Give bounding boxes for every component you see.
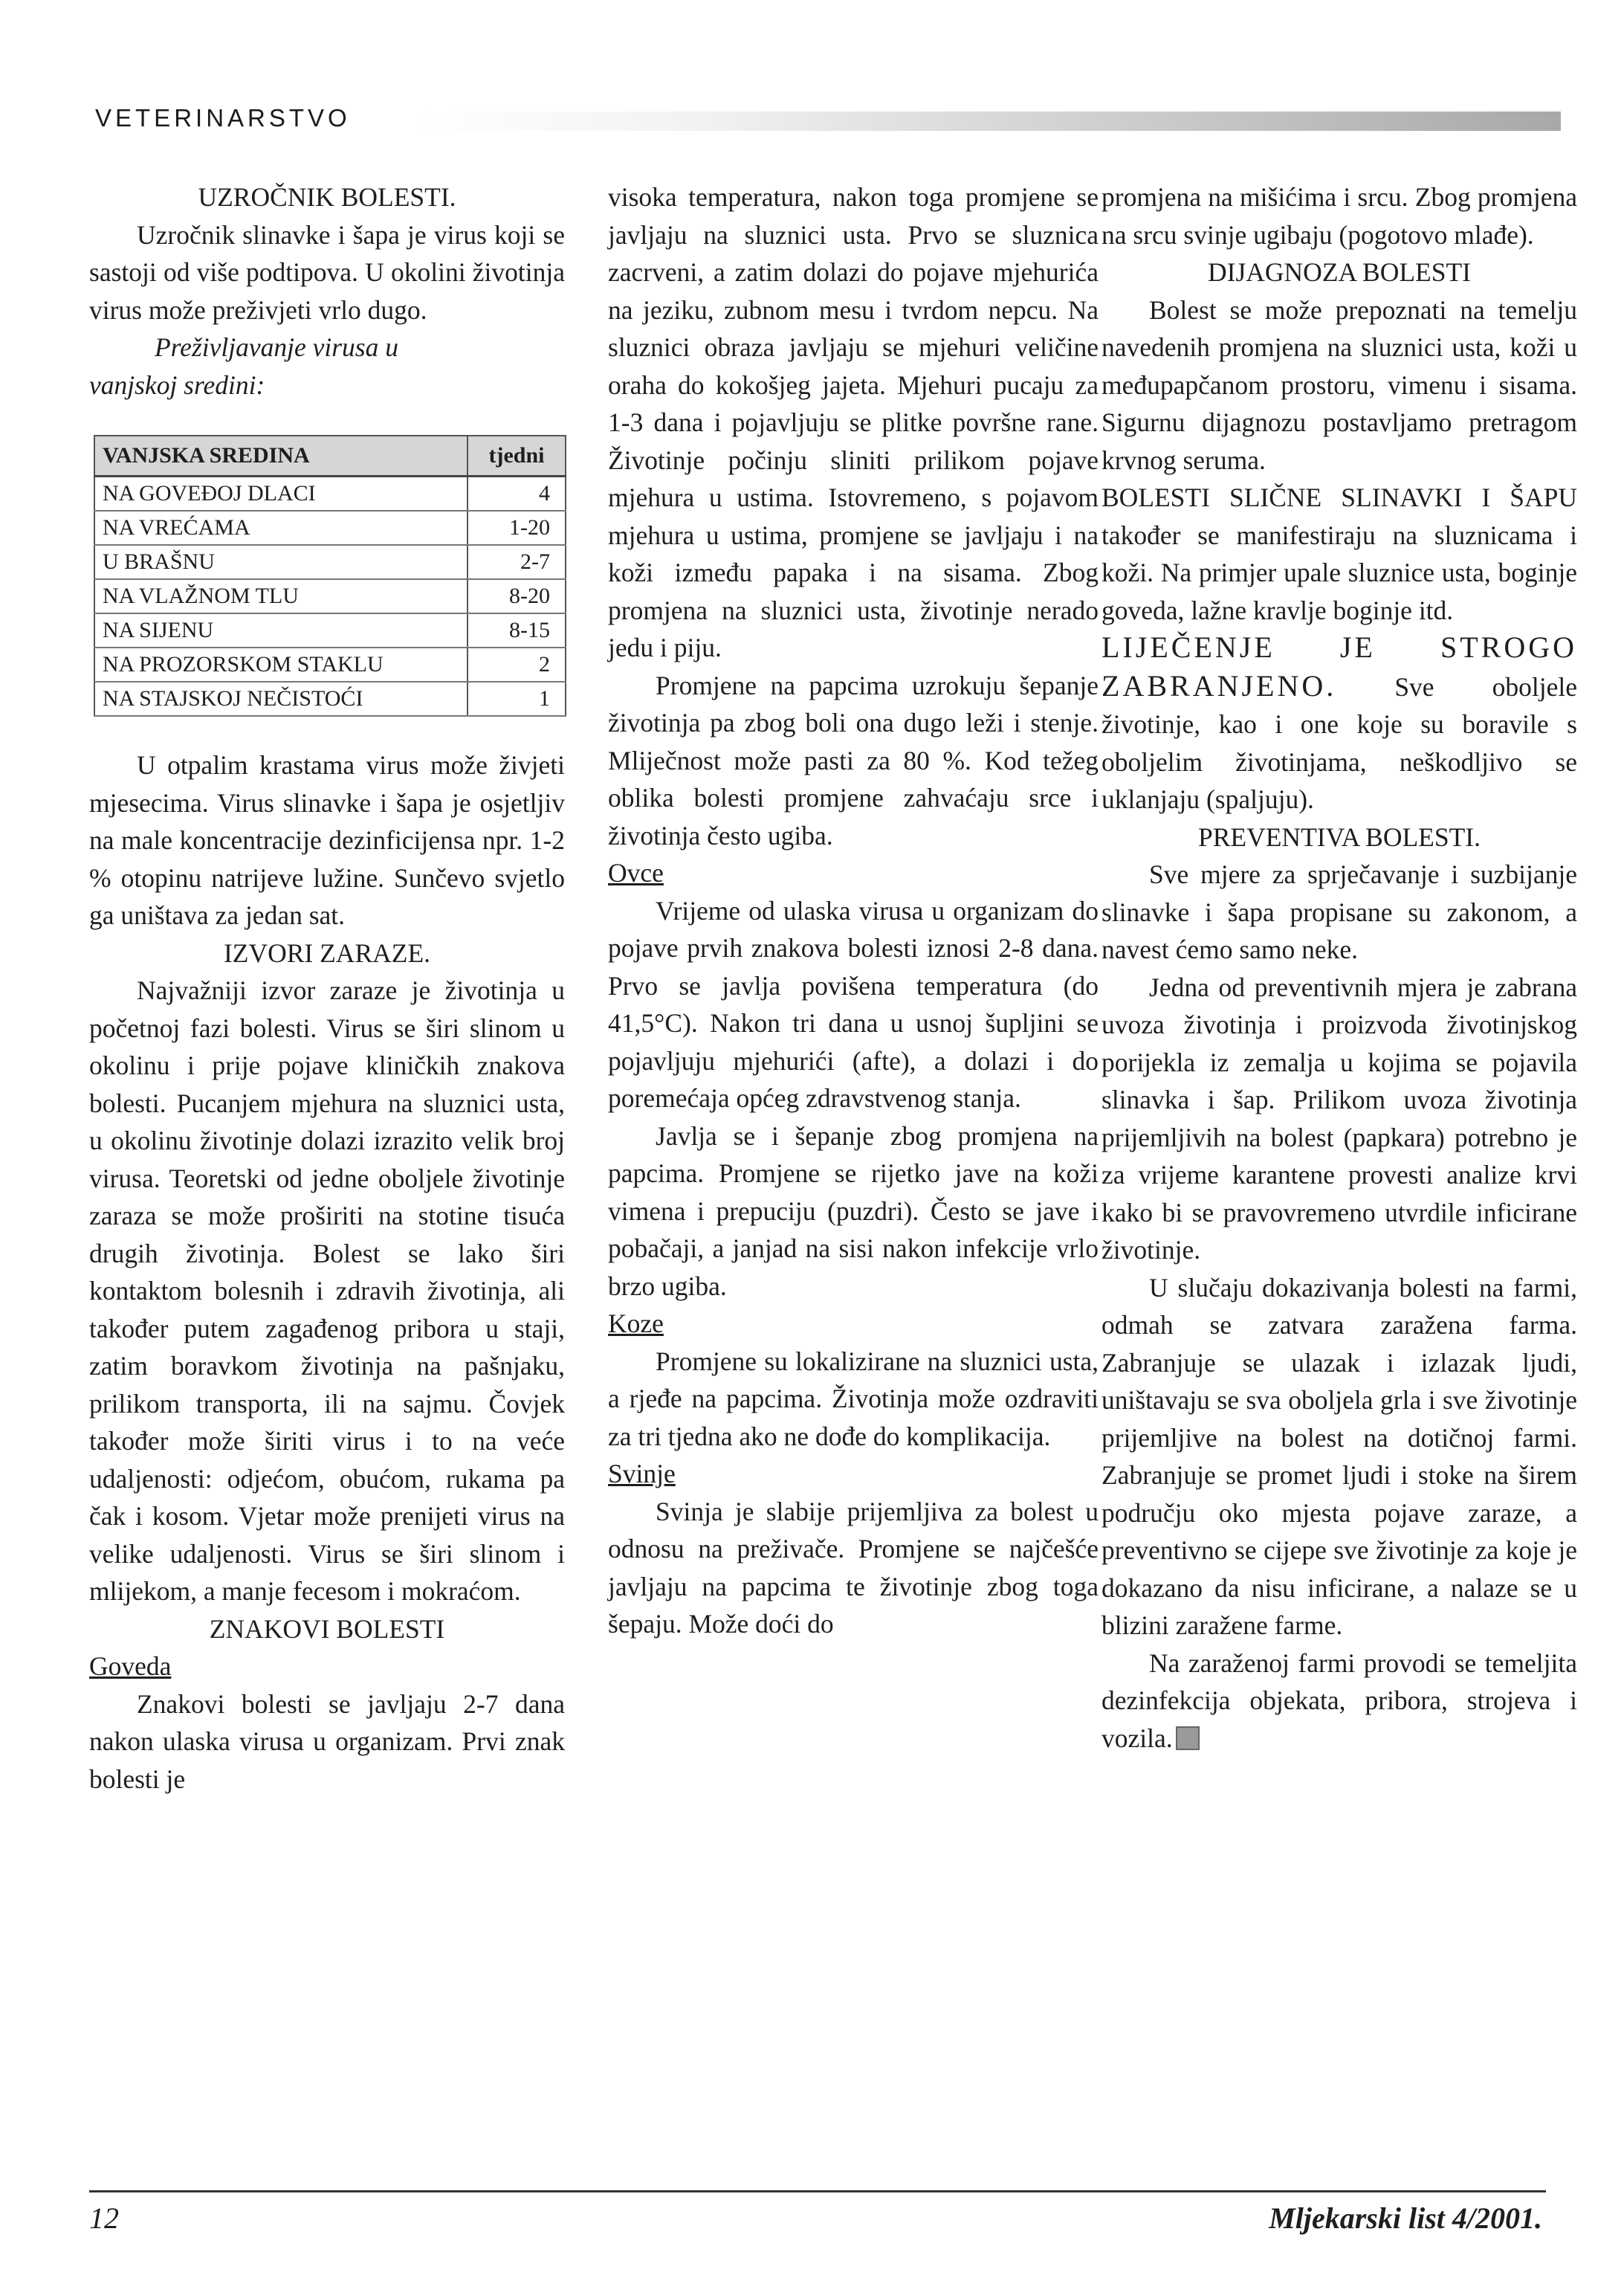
table-cell-env: NA PROZORSKOM STAKLU <box>94 648 468 682</box>
table-row <box>94 682 566 716</box>
table-cell-weeks: 1-20 <box>468 511 566 545</box>
table-cell-env: NA VREĆAMA <box>94 511 468 545</box>
paragraph-koze: Promjene su lokalizirane na sluznici usta, a rjeđe na papcima. Životinja može ozdraviti za tri tjedna ako ne dođe do komplikacija. <box>608 1346 1099 1451</box>
table-cell-weeks: 8-15 <box>468 613 566 648</box>
subheading-koze: Koze <box>608 1308 664 1338</box>
paragraph-krastama: U otpalim krastama virus može živjeti mjesecima. Virus slinavke i šapa je osjetljiv na male koncentracije dezinficijensa npr. 1-2 % otopinu natrijeve lužine. Sunčevo svjetlo ga uništava za jedan sat. <box>89 750 565 930</box>
table-cell-weeks: 4 <box>468 477 566 512</box>
intro-line-1: Preživljavanje virusa u <box>155 332 398 362</box>
lijecenje-caps: LIJEČENJE JE STROGO ZABRANJENO. <box>1101 630 1577 703</box>
page-number: 12 <box>89 2201 119 2235</box>
subheading-svinje: Svinje <box>608 1459 676 1488</box>
heading-dijagnoza: DIJAGNOZA BOLESTI <box>1208 257 1471 287</box>
heading-izvori: IZVORI ZARAZE. <box>223 938 431 968</box>
end-of-article-icon <box>1176 1726 1200 1750</box>
heading-znakovi: ZNAKOVI BOLESTI <box>209 1613 445 1644</box>
footer-rule <box>89 2190 1546 2192</box>
subheading-goveda: Goveda <box>89 1651 172 1681</box>
paragraph-lijecenje <box>1101 629 1577 819</box>
intro-line-2: vanjskoj sredini: <box>89 370 265 400</box>
paragraph-dijagnoza: Bolest se može prepoznati na temelju navedenih promjena na sluznici usta, koži u međupapčanom prostoru, vimenu i sisama. Sigurnu dijagnozu postavljamo pretragom krvnog seruma. <box>1101 294 1577 475</box>
table-row <box>94 613 566 648</box>
column-2 <box>608 178 1099 1643</box>
table-cell-weeks: 8-20 <box>468 579 566 613</box>
column-1 <box>89 178 565 1798</box>
preventiva-4-text: Na zaraženoj farmi provodi se temeljita dezinfekcija objekata, pribora, strojeva i vozila. <box>1101 1648 1577 1753</box>
column-3 <box>1101 178 1577 1757</box>
heading-preventiva: PREVENTIVA BOLESTI. <box>1198 822 1481 852</box>
paragraph-preventiva-3: U slučaju dokazivanja bolesti na farmi, odmah se zatvara zaražena farma. Zabranjuje se ulazak i izlazak ljudi, uništavaju se sva oboljela grla i sve životinje prijemljive na bolest na dotičnoj farmi. Zabranjuje se promet ljudi i stoke na širem području oko mjesta pojave zaraze, a preventivno se cijepe sve životinje za koje je dokazano da nisu inficirane, a nalaze se u blizini zaražene farme. <box>1101 1272 1577 1640</box>
publication-name: Mljekarski list 4/2001. <box>1269 2201 1542 2235</box>
survival-table <box>94 435 566 717</box>
paragraph-uzrocnik: Uzročnik slinavke i šapa je virus koji se sastoji od više podtipova. U okolini životinja virus može preživjeti vrlo dugo. <box>89 219 565 325</box>
table-header-env: VANJSKA SREDINA <box>94 436 468 477</box>
paragraph-izvori: Najvažniji izvor zaraze je životinja u početnoj fazi bolesti. Virus se širi slinom u okolinu i prije pojave kliničkih znakova bolesti. Pucanjem mjehura na sluznici usta, u okolinu životinje dolazi izrazito velik broj virusa. Teoretski od jedne oboljele životinje zaraza se može proširiti na stotine tisuća drugih životinja. Bolest se lako širi kontaktom bolesnih i zdravih životinja, ali također putem zagađenog pribora u staji, zatim boravkom životinja na pašnjaku, prilikom transporta, ili na sajmu. Čovjek također može širiti virus i to na veće udaljenosti: odjećom, obućom, rukama pa čak i kosom. Vjetar može prenijeti virus na velike udaljenosti. Virus se širi slinom i mlijekom, a manje fecesom i mokraćom. <box>89 975 565 1606</box>
paragraph-preventiva-2: Jedna od preventivnih mjera je zabrana uvoza životinja i proizvoda životinjskog porijekla iz zemalja u kojima se pojavila slinavka i šap. Prilikom uvoza životinja prijemljivih na bolest (papkara) potrebno je za vrijeme karantene provesti analize krvi kako bi se pravovremeno utvrdile inficirane životinje. <box>1101 972 1577 1265</box>
paragraph-slicne-bolesti: BOLESTI SLIČNE SLINAVKI I ŠAPU također se manifestiraju na sluznicama i koži. Na primjer upale sluznice usta, boginje goveda, lažne kravlje boginje itd. <box>1101 483 1577 625</box>
paragraph-svinje-cont: promjena na mišićima i srcu. Zbog promjena na srcu svinje ugibaju (pogotovo mlađe). <box>1101 182 1577 250</box>
table-row <box>94 648 566 682</box>
paragraph-goveda: Znakovi bolesti se javljaju 2-7 dana nakon ulaska virusa u organizam. Prvi znak bolesti je <box>89 1688 565 1794</box>
table-cell-env: NA GOVEĐOJ DLACI <box>94 477 468 512</box>
table-header-row <box>94 436 566 477</box>
paragraph-ovce-2: Javlja se i šepanje zbog promjena na papcima. Promjene se rijetko jave na koži vimena i prepuciju (puzdri). Često se jave i pobačaji, a janjad na sisi nakon infekcije vrlo brzo ugiba. <box>608 1120 1099 1301</box>
lijecenje-rest: Sve oboljele životinje, kao i one koje su boravile s oboljelim životinjama, neškodljivo se uklanjaju (spaljuju). <box>1101 671 1577 814</box>
paragraph-preventiva-4 <box>1101 1645 1577 1758</box>
table-cell-env: NA VLAŽNOM TLU <box>94 579 468 613</box>
table-row <box>94 477 566 512</box>
table-cell-weeks: 1 <box>468 682 566 716</box>
section-title: VETERINARSTVO <box>95 104 351 132</box>
table-row <box>94 579 566 613</box>
table-row <box>94 511 566 545</box>
table-cell-env: NA SIJENU <box>94 613 468 648</box>
table-cell-env: NA STAJSKOJ NEČISTOĆI <box>94 682 468 716</box>
paragraph-papci: Promjene na papcima uzrokuju šepanje životinja pa zbog boli ona dugo leži i stenje. Mliječnost može pasti za 80 %. Kod težeg oblika bolesti promjene zahvaćaju srce i životinja često ugiba. <box>608 670 1099 851</box>
paragraph-ovce-1: Vrijeme od ulaska virusa u organizam do pojave prvih znakova bolesti iznosi 2-8 dana. Prvo se javlja povišena temperatura (do 41,5°C). Nakon tri dana u usnoj šupljini se pojavljuju mjehurići (afte), a dolazi i do poremećaja općeg zdravstvenog stanja. <box>608 895 1099 1113</box>
header-gradient-bar <box>416 112 1561 131</box>
table-header-weeks: tjedni <box>468 436 566 477</box>
paragraph-survival-intro <box>89 329 565 404</box>
heading-uzrocnik: UZROČNIK BOLESTI. <box>198 182 456 212</box>
table-cell-env: U BRAŠNU <box>94 545 468 579</box>
subheading-ovce: Ovce <box>608 858 664 888</box>
table-cell-weeks: 2 <box>468 648 566 682</box>
table-cell-weeks: 2-7 <box>468 545 566 579</box>
paragraph-goveda-cont: visoka temperatura, nakon toga promjene se javljaju na sluznici usta. Prvo se sluznica zacrveni, a zatim dolazi do pojave mjehurića na jeziku, zubnom mesu i tvrdom nepcu. Na sluznici obraza javljaju se mjehuri veličine oraha do kokošjeg jajeta. Mjehuri pucaju za 1-3 dana i pojavljuju se plitke površne rane. Životinje počinju sliniti prilikom pojave mjehura u ustima. Istovremeno, s pojavom mjehura u ustima, promjene se javljaju i na koži između papaka i na sisama. Zbog promjena na sluznici usta, životinje nerado jedu i piju. <box>608 182 1099 662</box>
table-row <box>94 545 566 579</box>
paragraph-preventiva-1: Sve mjere za sprječavanje i suzbijanje slinavke i šapa propisane su zakonom, a navest ćemo samo neke. <box>1101 859 1577 964</box>
paragraph-svinje: Svinja je slabije prijemljiva za bolest u odnosu na preživače. Promjene se najčešće javljaju na papcima te životinje zbog toga šepaju. Može doći do <box>608 1496 1099 1639</box>
